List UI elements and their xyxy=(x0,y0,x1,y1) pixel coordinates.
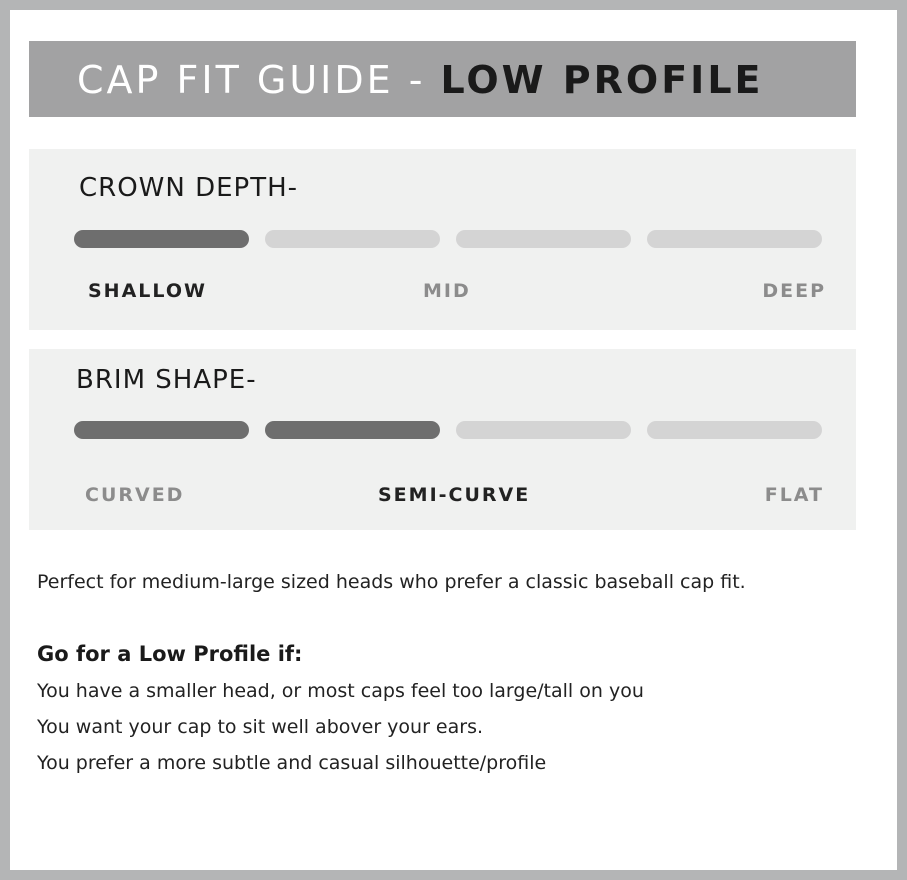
brim-shape-segment-3 xyxy=(456,421,631,439)
reason-item: You have a smaller head, or most caps feel too large/tall on you xyxy=(37,680,644,702)
title-bold: LOW PROFILE xyxy=(440,58,764,102)
crown-depth-scale xyxy=(74,230,822,248)
reasons-title: Go for a Low Profile if: xyxy=(37,642,303,666)
title-separator: - xyxy=(393,58,441,102)
fit-description: Perfect for medium-large sized heads who prefer a classic baseball cap fit. xyxy=(37,571,746,593)
crown-depth-title: CROWN DEPTH- xyxy=(79,173,299,203)
crown-depth-label-mid: MID xyxy=(423,280,471,302)
brim-shape-label-semi-curve: SEMI-CURVE xyxy=(378,484,531,506)
brim-shape-title: BRIM SHAPE- xyxy=(76,365,257,395)
brim-shape-scale xyxy=(74,421,822,439)
brim-shape-segment-4 xyxy=(647,421,822,439)
crown-depth-panel xyxy=(29,149,856,330)
crown-depth-segment-4 xyxy=(647,230,822,248)
crown-depth-segment-3 xyxy=(456,230,631,248)
brim-shape-label-curved: CURVED xyxy=(85,484,185,506)
brim-shape-label-flat: FLAT xyxy=(764,484,824,506)
brim-shape-segment-1 xyxy=(74,421,249,439)
reason-item: You prefer a more subtle and casual silhouette/profile xyxy=(37,752,547,774)
crown-depth-segment-1 xyxy=(74,230,249,248)
crown-depth-segment-2 xyxy=(265,230,440,248)
crown-depth-label-deep: DEEP xyxy=(762,280,826,302)
page-title xyxy=(77,58,764,102)
crown-depth-label-shallow: SHALLOW xyxy=(88,280,207,302)
guide-header xyxy=(29,41,856,117)
reason-item: You want your cap to sit well abover your ears. xyxy=(37,716,484,738)
brim-shape-panel xyxy=(29,349,856,530)
title-light: CAP FIT GUIDE xyxy=(77,58,394,102)
brim-shape-segment-2 xyxy=(265,421,440,439)
